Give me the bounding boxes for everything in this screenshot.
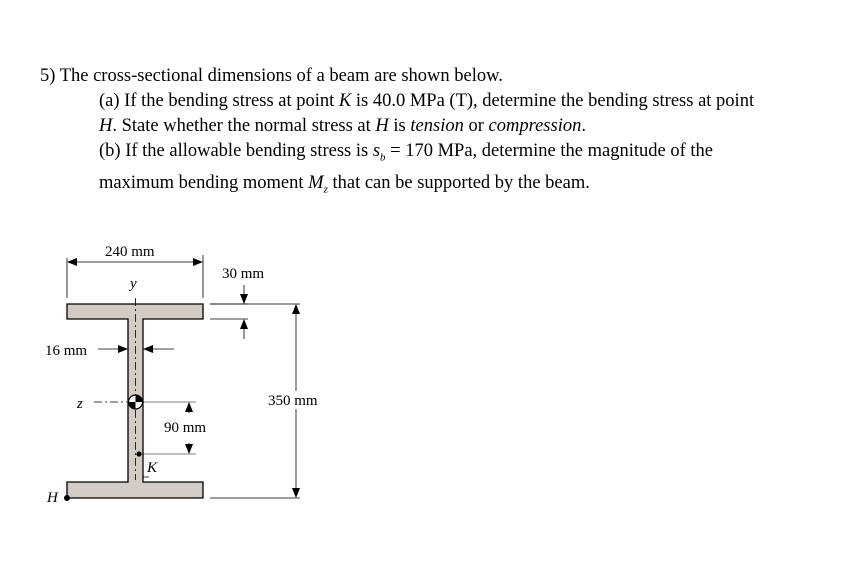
k-offset-label: 90 mm: [164, 420, 207, 436]
z-axis-label: z: [77, 396, 83, 412]
point-k-label: K: [147, 460, 158, 476]
flange-width-label: 240 mm: [105, 244, 155, 260]
centroid-symbol: [129, 395, 143, 409]
overall-depth-label: 350 mm: [268, 393, 318, 409]
part-b-line-2: maximum bending moment $M_z$ that can be supported by the beam.: [99, 172, 590, 196]
problem-lead: 5) The cross-sectional dimensions of a beam are shown below.: [40, 66, 503, 86]
flange-thickness-label: 30 mm: [222, 266, 265, 282]
point-h-label: H: [47, 490, 58, 506]
web-thickness-label: 16 mm: [45, 343, 88, 359]
point-k-dot: [136, 451, 141, 456]
part-a-line-2: H. State whether the normal stress at H is tension or compression.: [99, 116, 586, 136]
point-h-dot: [64, 495, 70, 501]
y-axis-label: y: [130, 276, 137, 292]
part-b-line-1: (b) If the allowable bending stress is $s_b = 170$ MPa, determine the magnitude of the: [99, 141, 713, 164]
part-a-line-1: (a) If the bending stress at point K is 40.0 MPa (T), determine the bending stress at point: [99, 91, 755, 111]
